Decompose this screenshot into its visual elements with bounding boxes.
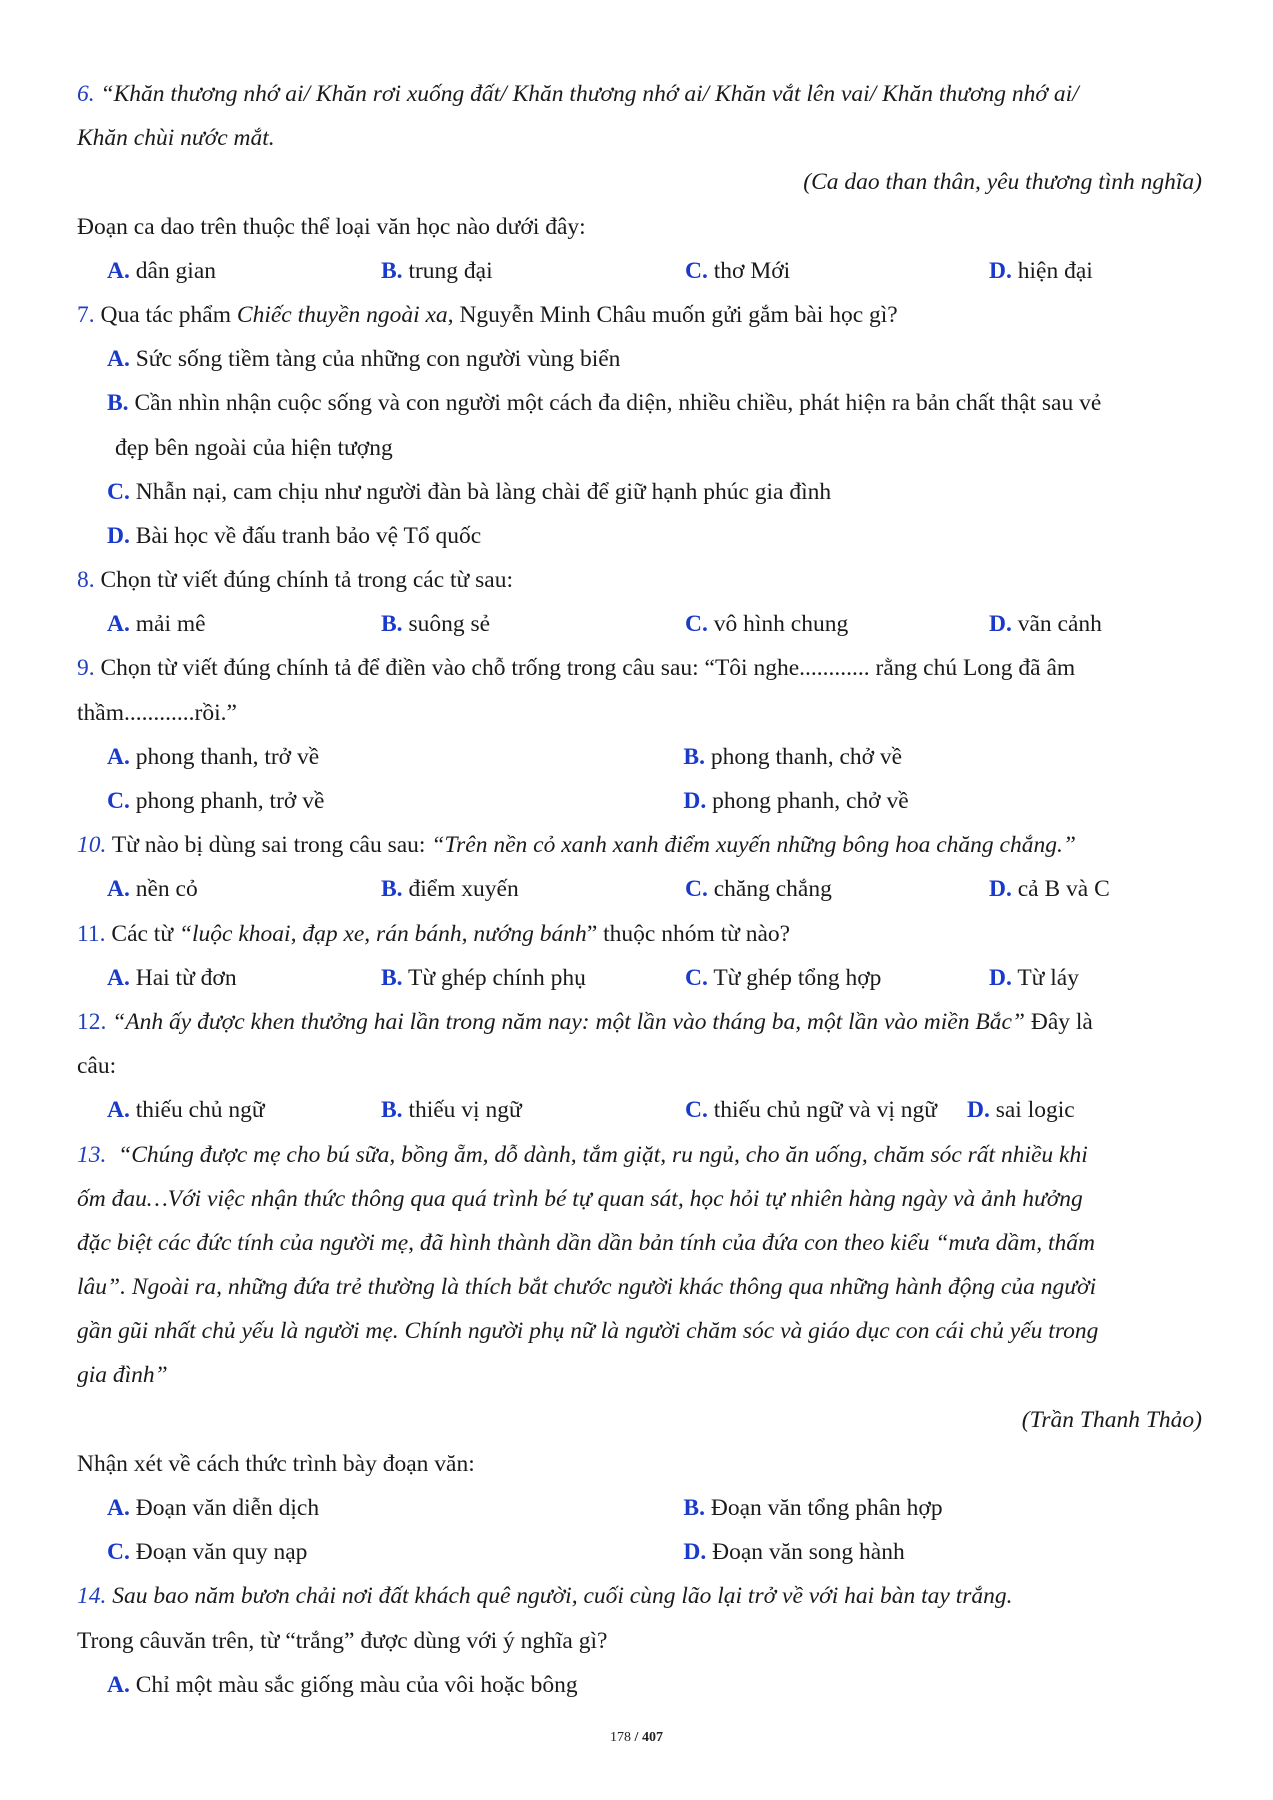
- q9-option-a: A. phong thanh, trở về: [107, 743, 320, 770]
- q7-option-d: D. Bài học về đấu tranh bảo vệ Tổ quốc: [107, 522, 482, 549]
- page-number: 178 / 407: [610, 1730, 663, 1745]
- q6-poem-line2: Khăn chùi nước mắt.: [77, 125, 275, 152]
- q13-source: (Trần Thanh Thảo): [1021, 1406, 1202, 1433]
- q7-option-a: A. Sức sống tiềm tàng của những con người vùng biển: [107, 346, 621, 373]
- document-page: [77, 72, 1202, 1707]
- q6-option-c: C. thơ Mới: [685, 257, 791, 284]
- q13-passage-line1: 13. “Chúng được mẹ cho bú sữa, bồng ẵm, dỗ dành, tắm giặt, ru ngủ, cho ăn uống, chăm sóc rất nhiều khi: [77, 1141, 1088, 1168]
- q11-option-a: A. Hai từ đơn: [107, 964, 237, 991]
- q12-question-line2: câu:: [77, 1053, 117, 1080]
- q12-option-b: B. thiếu vị ngữ: [381, 1097, 522, 1124]
- q7-option-b-continued: đẹp bên ngoài của hiện tượng: [115, 434, 393, 461]
- q6-options: [77, 249, 1202, 293]
- q8-option-b: B. suông sẻ: [381, 611, 491, 638]
- q6-option-b: B. trung đại: [381, 257, 493, 284]
- q10-option-a: A. nền cỏ: [107, 876, 198, 903]
- q14-option-a: A. Chỉ một màu sắc giống màu của vôi hoặc bông: [107, 1671, 578, 1698]
- q13-passage-line3: đặc biệt các đức tính của người mẹ, đã hình thành dần dần bản tính của đứa con theo kiểu “mưa dầm, thấm: [77, 1229, 1096, 1256]
- q8-question: 8. Chọn từ viết đúng chính tả trong các từ sau:: [77, 567, 513, 594]
- q6-poem-line1: 6. “Khăn thương nhớ ai/ Khăn rơi xuống đất/ Khăn thương nhớ ai/ Khăn vắt lên vai/ Khăn thương nhớ ai/: [77, 81, 1079, 107]
- q14-sentence: 14. Sau bao năm bươn chải nơi đất khách quê người, cuối cùng lão lại trở về với hai bàn tay trắng.: [77, 1583, 1013, 1610]
- q11-question: 11. Các từ “luộc khoai, đạp xe, rán bánh, nướng bánh” thuộc nhóm từ nào?: [77, 920, 791, 947]
- q9-question-line1: 9. Chọn từ viết đúng chính tả để điền vào chỗ trống trong câu sau: “Tôi nghe............ rằng chú Long đã âm: [77, 655, 1076, 682]
- q11-options: [77, 956, 1202, 1000]
- q13-option-b: B. Đoạn văn tổng phân hợp: [683, 1495, 943, 1521]
- q13-question: Nhận xét về cách thức trình bày đoạn văn:: [77, 1450, 475, 1477]
- q10-options: [77, 867, 1202, 911]
- q12-option-c: C. thiếu chủ ngữ và vị ngữ: [685, 1097, 937, 1124]
- q13-options-row2: [77, 1530, 1202, 1574]
- q12-options: [77, 1088, 1202, 1132]
- q7-option-b: B. Cần nhìn nhận cuộc sống và con người một cách đa diện, nhiều chiều, phát hiện ra bản chất thật sau vẻ: [107, 390, 1102, 417]
- q6-question: Đoạn ca dao trên thuộc thể loại văn học nào dưới đây:: [77, 213, 586, 240]
- q13-option-d: D. Đoạn văn song hành: [683, 1539, 905, 1566]
- q7-option-c: C. Nhẫn nại, cam chịu như người đàn bà làng chài để giữ hạnh phúc gia đình: [107, 478, 832, 505]
- q8-option-d: D. vãn cảnh: [989, 611, 1102, 638]
- q7-question: 7. Qua tác phẩm Chiếc thuyền ngoài xa, Nguyễn Minh Châu muốn gửi gắm bài học gì?: [77, 301, 898, 328]
- q9-question-line2: thầm............rồi.”: [77, 699, 237, 726]
- q12-option-d: D. sai logic: [967, 1097, 1075, 1124]
- q13-passage-line4: lâu”. Ngoài ra, những đứa trẻ thường là thích bắt chước người khác thông qua những hành động của người: [77, 1274, 1097, 1301]
- q6-number: 6.: [77, 81, 95, 107]
- q8-options: [77, 602, 1202, 646]
- q8-option-c: C. vô hình chung: [685, 611, 849, 638]
- q12-option-a: A. thiếu chủ ngữ: [107, 1097, 265, 1124]
- q10-option-d: D. cả B và C: [989, 876, 1110, 903]
- q13-option-a: A. Đoạn văn diễn dịch: [107, 1495, 320, 1521]
- q11-option-d: D. Từ láy: [989, 964, 1079, 991]
- q12-question: 12. “Anh ấy được khen thưởng hai lần trong năm nay: một lần vào tháng ba, một lần vào miền Bắc” Đây là: [77, 1008, 1093, 1035]
- q11-option-c: C. Từ ghép tổng hợp: [685, 964, 882, 991]
- q13-options-row1: [77, 1486, 1202, 1530]
- q6-option-a: A. dân gian: [107, 257, 216, 284]
- q13-option-c: C. Đoạn văn quy nạp: [107, 1539, 308, 1566]
- q9-options-row1: [77, 735, 1202, 779]
- q10-option-c: C. chăng chắng: [685, 876, 832, 903]
- q9-options-row2: [77, 779, 1202, 823]
- q10-option-b: B. điểm xuyến: [381, 876, 519, 903]
- q14-question: Trong câuvăn trên, từ “trắng” được dùng với ý nghĩa gì?: [77, 1627, 608, 1654]
- q13-passage-line5: gần gũi nhất chủ yếu là người mẹ. Chính người phụ nữ là người chăm sóc và giáo dục con cái chủ yếu trong: [77, 1318, 1099, 1345]
- q8-option-a: A. mải mê: [107, 611, 206, 638]
- q13-passage-line6: gia đình”: [77, 1362, 168, 1389]
- q9-option-c: C. phong phanh, trở về: [107, 788, 325, 814]
- q9-option-b: B. phong thanh, chở về: [683, 743, 903, 770]
- q6-source: (Ca dao than thân, yêu thương tình nghĩa): [803, 169, 1202, 196]
- q11-option-b: B. Từ ghép chính phụ: [381, 964, 586, 991]
- q9-option-d: D. phong phanh, chở về: [683, 788, 909, 814]
- q13-passage-line2: ốm đau…Với việc nhận thức thông qua quá trình bé tự quan sát, học hỏi tự nhiên hàng ngày và ảnh hưởng: [77, 1185, 1083, 1212]
- q6-option-d: D. hiện đại: [989, 257, 1093, 284]
- q10-question: 10. Từ nào bị dùng sai trong câu sau: “Trên nền cỏ xanh xanh điểm xuyến những bông hoa chăng chắng.”: [77, 832, 1076, 859]
